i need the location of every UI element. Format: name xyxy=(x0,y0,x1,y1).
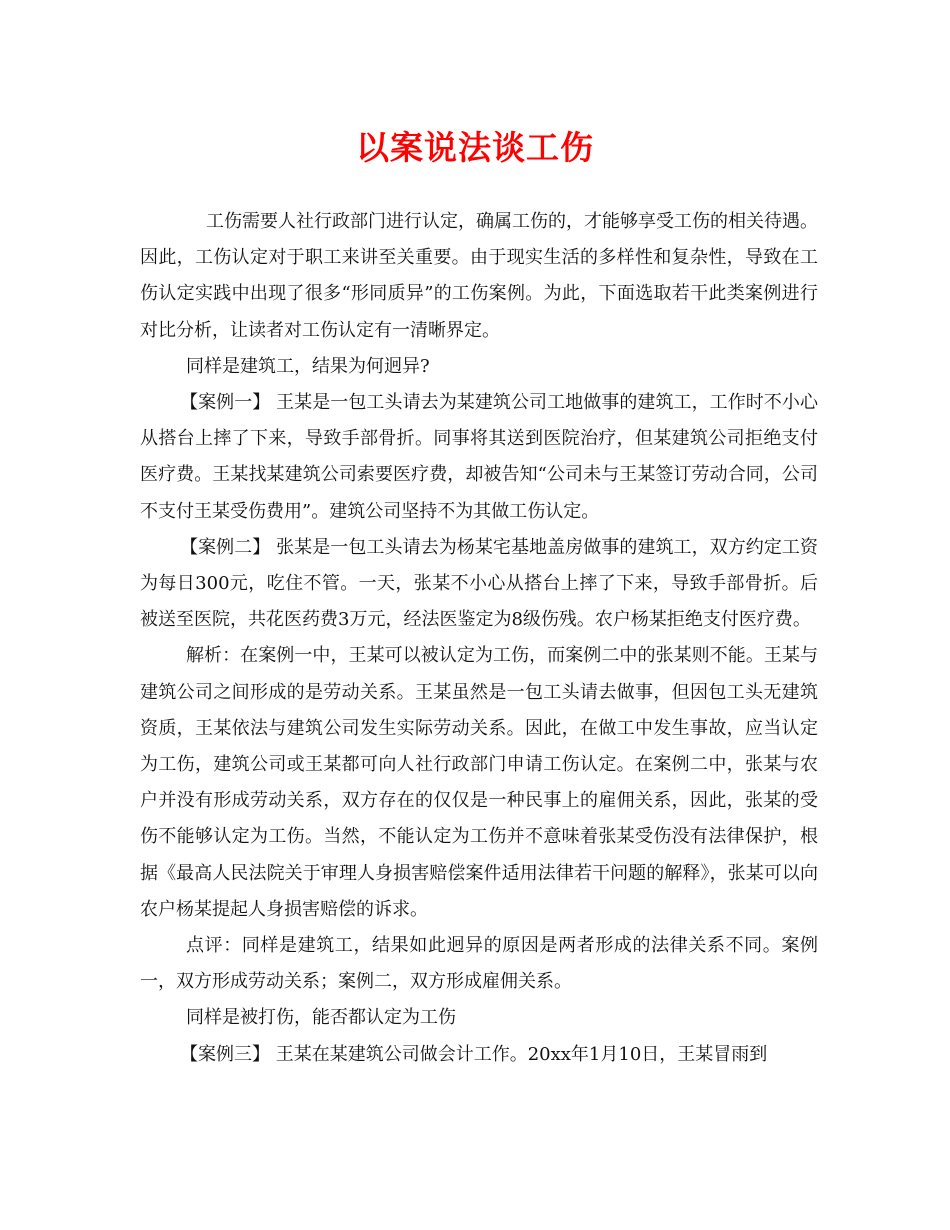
section-heading-injured-by-assault: 同样是被打伤，能否都认定为工伤 xyxy=(186,1007,456,1029)
document-body xyxy=(140,204,818,1073)
intro-paragraph: 工伤需要人社行政部门进行认定，确属工伤的，才能够享受工伤的相关待遇。因此，工伤认定对于职工来讲至关重要。由于现实生活的多样性和复杂性，导致在工伤认定实践中出现了很多“形同质异”的工伤案例。为此，下面选取若干此类案例进行对比分析，让读者对工伤认定有一清晰界定。 xyxy=(140,211,818,341)
commentary-paragraph: 点评：同样是建筑工，结果如此迥异的原因是两者形成的法律关系不同。案例一，双方形成劳动关系；案例二，双方形成雇佣关系。 xyxy=(140,935,818,993)
case-one-paragraph: 【案例一】 王某是一包工头请去为某建筑公司工地做事的建筑工，工作时不小心从搭台上摔了下来，导致手部骨折。同事将其送到医院治疗，但某建筑公司拒绝支付医疗费。王某找某建筑公司索要医疗费，却被告知“公司未与王某签订劳动合同，公司不支付王某受伤费用”。建筑公司坚持不为其做工伤认定。 xyxy=(140,392,818,522)
document-title: 以案说法谈工伤 xyxy=(356,128,594,167)
analysis-paragraph: 解析：在案例一中，王某可以被认定为工伤，而案例二中的张某则不能。王某与建筑公司之间形成的是劳动关系。王某虽然是一包工头请去做事，但因包工头无建筑资质，王某依法与建筑公司发生实际劳动关系。因此，在做工中发生事故，应当认定为工伤，建筑公司或王某都可向人社行政部门申请工伤认定。在案例二中，张某与农户并没有形成劳动关系，双方存在的仅仅是一种民事上的雇佣关系，因此，张某的受伤不能够认定为工伤。当然，不能认定为工伤并不意味着张某受伤没有法律保护，根据《最高人民法院关于审理人身损害赔偿案件适用法律若干问题的解释》，张某可以向农户杨某提起人身损害赔偿的诉求。 xyxy=(140,645,818,920)
section-heading-construction-workers: 同样是建筑工，结果为何迥异? xyxy=(186,355,430,377)
case-two-paragraph: 【案例二】 张某是一包工头请去为杨某宅基地盖房做事的建筑工，双方约定工资为每日300元，吃住不管。一天，张某不小心从搭台上摔了下来，导致手部骨折。后被送至医院，共花医药费3万元，经法医鉴定为8级伤残。农户杨某拒绝支付医疗费。 xyxy=(140,536,818,631)
case-three-paragraph: 【案例三】 王某在某建筑公司做会计工作。20xx年1月10日，王某冒雨到 xyxy=(180,1043,768,1065)
